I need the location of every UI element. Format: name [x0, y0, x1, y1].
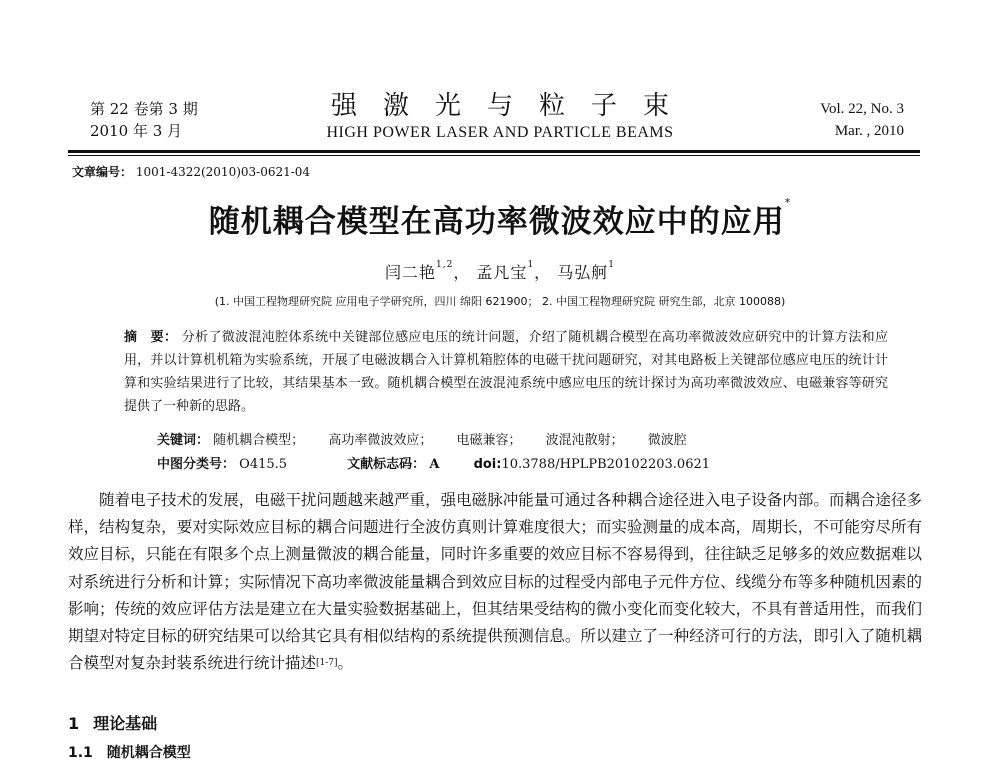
author-name: 闫二艳: [384, 263, 436, 282]
section-title: 理论基础: [93, 714, 158, 733]
keyword: 微波腔: [647, 433, 687, 448]
subsection-number: 1.1: [68, 745, 93, 761]
keyword: 波混沌散射；: [545, 433, 624, 448]
intro-end: 。: [337, 654, 354, 673]
author-affiliation-mark: 1: [527, 260, 535, 270]
paper-title: [0, 196, 1000, 241]
title-footnote-mark: *: [784, 196, 792, 209]
document-code-value: A: [429, 457, 440, 472]
header-rule-thin: [68, 155, 920, 156]
author-name: 孟凡宝: [476, 263, 528, 282]
author-name: 马弘舸: [557, 263, 609, 282]
volume-issue-cn: 第 22 卷第 3 期: [90, 100, 198, 118]
article-number-label: 文章编号：: [72, 165, 133, 179]
author-separator: ，: [453, 263, 471, 282]
keyword: 高功率微波效应；: [328, 433, 433, 448]
header-right: [820, 98, 904, 142]
keyword: 电磁兼容；: [456, 433, 522, 448]
abstract-label: 摘 要：: [124, 330, 178, 345]
paper-title-text: 随机耦合模型在高功率微波效应中的应用: [208, 204, 785, 240]
header-rule-thick: [68, 150, 920, 153]
author-affiliation-mark: 1: [608, 260, 616, 270]
subsection-title: 随机耦合模型: [106, 745, 191, 761]
journal-name-en: HIGH POWER LASER AND PARTICLE BEAMS: [326, 124, 674, 141]
keywords: [157, 429, 707, 448]
abstract-text: 分析了微波混沌腔体系统中关键部位感应电压的统计问题，介绍了随机耦合模型在高功率微波效应研究中的计算方法和应用，并以计算机机箱为实验系统，开展了电磁波耦合入计算机箱腔体的电磁干扰问题研究，对其电路板上关键部位感应电压的统计计算和实验结果进行了比较，其结果基本一致。随机耦合模型在波混沌系统中感应电压的统计探讨为高功率微波效应、电磁兼容等研究提供了一种新的思路。: [124, 330, 888, 414]
journal-name-cn: 强激光与粒子束: [330, 91, 695, 121]
intro-text: 随着电子技术的发展，电磁干扰问题越来越严重，强电磁脉冲能量可通过各种耦合途径进入电子设备内部。而耦合途径多样，结构复杂，要对实际效应目标的耦合问题进行全波仿真则计算难度很大；而实验测量的成本高，周期长，不可能穷尽所有效应目标，只能在有限多个点上测量微波的耦合能量，同时许多重要的效应目标不容易得到，往往缺乏足够多的效应数据难以对系统进行分析和计算；实际情况下高功率微波能量耦合到效应目标的过程受内部电子元件方位、线缆分布等多种随机因素的影响；传统的效应评估方法是建立在大量实验数据基础上，但其结果受结构的微小变化而变化较大，不具有普适用性，而我们期望对特定目标的研究结果可以给其它具有相似结构的系统提供预测信息。所以建立了一种经济可行的方法，即引入了随机耦合模型对复杂封装系统进行统计描述: [68, 491, 922, 673]
keywords-label: 关键词：: [157, 433, 210, 448]
section-number: 1: [68, 714, 80, 733]
date-cn: 2010 年 3 月: [90, 122, 183, 140]
author-separator: ，: [534, 263, 552, 282]
article-number-value: 1001-4322(2010)03-0621-04: [135, 165, 311, 179]
doi-value: 10.3788/HPLPB20102203.0621: [501, 457, 711, 472]
author-list: [0, 260, 1000, 283]
volume-issue-en: Vol. 22, No. 3: [820, 101, 904, 117]
abstract: [124, 326, 888, 418]
keyword: 随机耦合模型；: [213, 433, 305, 448]
article-number: [72, 163, 310, 180]
doi-label: doi:: [473, 457, 502, 472]
affiliation: (1. 中国工程物理研究院 应用电子学研究所，四川 绵阳 621900； 2. 中国工程物理研究院 研究生部，北京 100088): [214, 295, 786, 308]
section-heading: [68, 711, 157, 734]
clc-label: 中图分类号：: [157, 457, 236, 472]
intro-paragraph: [68, 487, 922, 677]
clc-value: O415.5: [239, 457, 288, 472]
citation-ref: [1-7]: [316, 658, 338, 669]
classification-line: [157, 453, 710, 472]
author-affiliation-mark: 1,2: [435, 260, 454, 270]
date-en: Mar. , 2010: [834, 123, 904, 139]
document-code-label: 文献标志码：: [347, 457, 426, 472]
subsection-heading: [68, 742, 191, 762]
